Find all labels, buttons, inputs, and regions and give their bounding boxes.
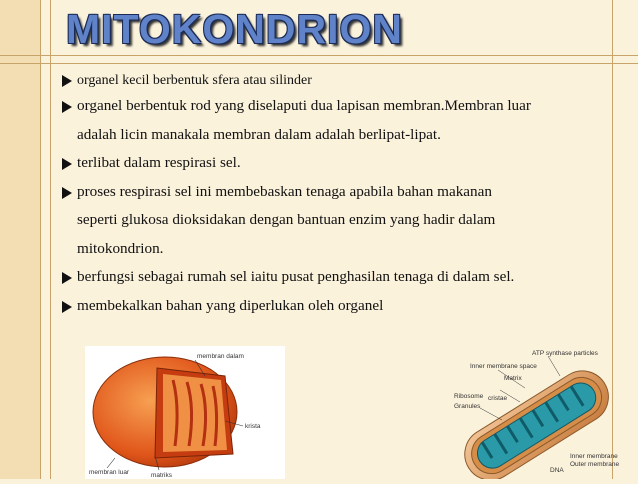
label-granules: Granules xyxy=(454,403,481,410)
label-cristae: cristae xyxy=(488,395,508,402)
label-inner-membrane: Inner membrane xyxy=(570,453,618,460)
bullet-text: proses respirasi sel ini membebaskan tenaga apabila bahan makanan xyxy=(77,182,492,200)
vertical-rule xyxy=(40,0,41,479)
bullet-list xyxy=(60,70,630,320)
label-atp-synthase: ATP synthase particles xyxy=(532,350,598,357)
arrow-bullet-icon xyxy=(62,101,72,113)
bullet-item xyxy=(60,70,630,92)
label-cristae: krista xyxy=(245,423,261,430)
bullet-item xyxy=(60,149,630,178)
mitochondrion-cutaway-illustration xyxy=(85,346,285,479)
arrow-bullet-icon xyxy=(62,187,72,199)
vertical-rule xyxy=(50,0,51,479)
label-inner-membrane-space: Inner membrane space xyxy=(470,363,537,370)
bullet-text: berfungsi sebagai rumah sel iaitu pusat penghasilan tenaga di dalam sel. xyxy=(77,268,515,285)
mitochondrion-diagram-right xyxy=(440,348,625,479)
horizontal-rule xyxy=(0,55,638,56)
mitochondrion-diagram-left xyxy=(85,346,285,479)
bullet-text: organel kecil berbentuk sfera atau silinder xyxy=(77,73,312,88)
label-matrix: Matrix xyxy=(504,375,522,382)
bullet-item xyxy=(60,92,630,149)
slide-title: MITOKONDRION xyxy=(66,6,403,52)
label-inner-membrane: membran dalam xyxy=(197,353,244,360)
bullet-text: adalah licin manakala membran dalam adalah berlipat-lipat. xyxy=(77,125,441,143)
arrow-bullet-icon xyxy=(62,301,72,313)
label-dna: DNA xyxy=(550,467,564,474)
bullet-item xyxy=(60,178,630,264)
label-matrix: matriks xyxy=(151,472,172,479)
label-ribosome: Ribosome xyxy=(454,393,484,400)
bullet-item xyxy=(60,263,630,292)
left-decor-band xyxy=(0,0,40,479)
arrow-bullet-icon xyxy=(62,158,72,170)
arrow-bullet-icon xyxy=(62,272,72,284)
arrow-bullet-icon xyxy=(62,75,72,87)
bullet-text: organel berbentuk rod yang diselaputi dua lapisan membran.Membran luar xyxy=(77,97,531,114)
horizontal-rule xyxy=(0,63,638,64)
label-outer-membrane: Outer membrane xyxy=(570,461,620,468)
bullet-text: seperti glukosa dioksidakan dengan bantuan enzim yang hadir dalam xyxy=(77,211,496,228)
label-outer-membrane: membran luar xyxy=(89,469,130,476)
bullet-text: terlibat dalam respirasi sel. xyxy=(77,154,241,171)
bullet-text: membekalkan bahan yang diperlukan oleh organel xyxy=(77,296,384,314)
bullet-item xyxy=(60,292,630,321)
bullet-text: mitokondrion. xyxy=(77,239,164,257)
mitochondrion-section-illustration xyxy=(440,348,625,479)
